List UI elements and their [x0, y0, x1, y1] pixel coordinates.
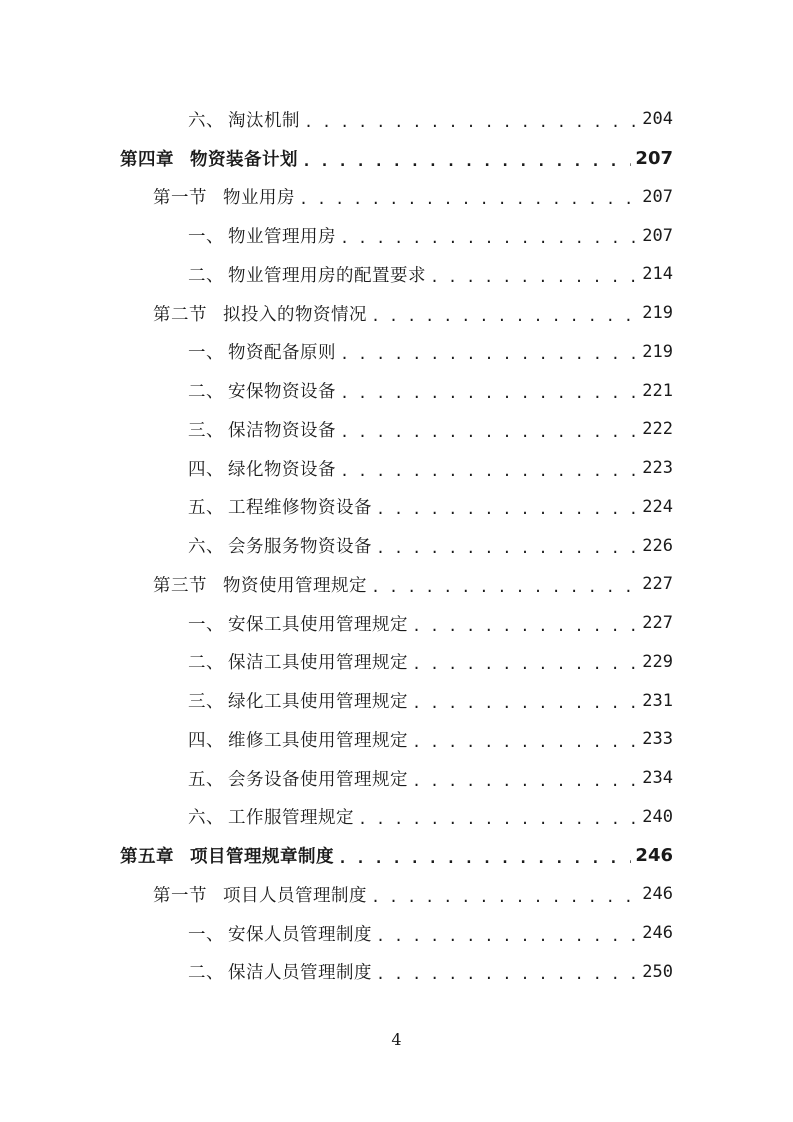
toc-dot-leader: [340, 347, 638, 362]
toc-dot-leader: [376, 929, 638, 944]
toc-item-entry[interactable]: [0, 333, 793, 372]
toc-entry-number: 五、: [188, 498, 224, 519]
toc-page-number: 207: [642, 186, 673, 207]
toc-item-entry[interactable]: [0, 681, 793, 720]
toc-dot-leader: [340, 464, 638, 479]
toc-entry-text: 物业管理用房的配置要求: [228, 265, 426, 286]
toc-entry-number: 第一节: [153, 885, 207, 906]
toc-item-entry[interactable]: [0, 371, 793, 410]
toc-chapter-entry[interactable]: [0, 836, 793, 875]
toc-item-entry[interactable]: [0, 798, 793, 837]
toc-entry-text: 安保人员管理制度: [228, 924, 372, 945]
toc-page-number: 207: [642, 225, 673, 246]
toc-entry-text: 物业用房: [223, 188, 295, 209]
toc-dot-leader: [412, 735, 638, 750]
toc-page-number: 234: [642, 768, 673, 789]
toc-dot-leader: [340, 386, 638, 401]
toc-page-number: 226: [642, 535, 673, 556]
toc-entry-title: [188, 456, 336, 481]
toc-dot-leader: [376, 541, 638, 556]
toc-entry-text: 物资使用管理规定: [223, 575, 367, 596]
toc-entry-text: 会务设备使用管理规定: [228, 769, 408, 790]
toc-entry-title: [153, 882, 367, 907]
toc-entry-number: 第四章: [120, 149, 174, 170]
toc-page-number: 227: [642, 574, 673, 595]
toc-page-number: 246: [635, 845, 673, 867]
toc-dot-leader: [358, 812, 638, 827]
toc-item-entry[interactable]: [0, 449, 793, 488]
toc-entry-number: 一、: [188, 343, 224, 364]
toc-entry-text: 安保工具使用管理规定: [228, 614, 408, 635]
toc-entry-text: 物资装备计划: [190, 149, 298, 170]
toc-entry-title: [188, 494, 372, 519]
toc-page-number: 214: [642, 264, 673, 285]
toc-entry-title: [188, 766, 408, 791]
toc-chapter-entry[interactable]: [0, 139, 793, 178]
toc-entry-title: [153, 301, 367, 326]
toc-page-number: 233: [642, 729, 673, 750]
toc-entry-title: [188, 611, 408, 636]
toc-item-entry[interactable]: [0, 953, 793, 992]
toc-entry-number: 三、: [188, 692, 224, 713]
toc-dot-leader: [412, 774, 638, 789]
toc-entry-title: [188, 921, 372, 946]
toc-entry-text: 工作服管理规定: [228, 808, 354, 829]
toc-dot-leader: [371, 890, 638, 905]
toc-item-entry[interactable]: [0, 914, 793, 953]
toc-entry-text: 保洁物资设备: [228, 420, 336, 441]
toc-entry-title: [188, 417, 336, 442]
toc-entry-title: [188, 804, 354, 829]
toc-page-number: 250: [642, 961, 673, 982]
toc-entry-text: 绿化工具使用管理规定: [228, 692, 408, 713]
toc-entry-number: 三、: [188, 420, 224, 441]
toc-entry-number: 二、: [188, 653, 224, 674]
toc-entry-text: 淘汰机制: [228, 110, 300, 131]
toc-entry-title: [153, 572, 367, 597]
toc-entry-number: 二、: [188, 963, 224, 984]
toc-dot-leader: [376, 502, 638, 517]
toc-entry-title: [188, 688, 408, 713]
toc-page-number: 231: [642, 690, 673, 711]
toc-entry-text: 工程维修物资设备: [228, 498, 372, 519]
toc-dot-leader: [412, 619, 638, 634]
table-of-contents: [0, 100, 793, 991]
toc-dot-leader: [376, 967, 638, 982]
toc-dot-leader: [371, 580, 638, 595]
toc-entry-text: 保洁工具使用管理规定: [228, 653, 408, 674]
toc-item-entry[interactable]: [0, 488, 793, 527]
toc-entry-title: [188, 378, 336, 403]
toc-entry-number: 二、: [188, 382, 224, 403]
toc-entry-title: [153, 184, 295, 209]
toc-page-number: 224: [642, 496, 673, 517]
toc-entry-number: 第二节: [153, 304, 207, 325]
toc-entry-title: [120, 146, 298, 171]
toc-entry-title: [188, 107, 300, 132]
toc-entry-number: 一、: [188, 227, 224, 248]
toc-entry-number: 四、: [188, 730, 224, 751]
toc-dot-leader: [430, 270, 638, 285]
toc-entry-title: [188, 339, 336, 364]
toc-item-entry[interactable]: [0, 100, 793, 139]
toc-entry-title: [188, 959, 372, 984]
toc-dot-leader: [412, 657, 638, 672]
toc-dot-leader: [304, 115, 638, 130]
toc-page-number: 223: [642, 458, 673, 479]
toc-section-entry[interactable]: [0, 875, 793, 914]
toc-entry-number: 二、: [188, 265, 224, 286]
toc-item-entry[interactable]: [0, 643, 793, 682]
toc-page-number: 246: [642, 923, 673, 944]
toc-item-entry[interactable]: [0, 255, 793, 294]
toc-page-number: 229: [642, 651, 673, 672]
toc-item-entry[interactable]: [0, 604, 793, 643]
toc-entry-number: 第三节: [153, 575, 207, 596]
toc-entry-title: [188, 649, 408, 674]
toc-item-entry[interactable]: [0, 410, 793, 449]
toc-page-number: 219: [642, 341, 673, 362]
toc-section-entry[interactable]: [0, 565, 793, 604]
toc-item-entry[interactable]: [0, 759, 793, 798]
toc-section-entry[interactable]: [0, 178, 793, 217]
toc-item-entry[interactable]: [0, 526, 793, 565]
toc-entry-text: 物资配备原则: [228, 343, 336, 364]
toc-dot-leader: [412, 696, 638, 711]
toc-dot-leader: [338, 851, 631, 866]
toc-entry-number: 六、: [188, 110, 224, 131]
toc-page-number: 227: [642, 613, 673, 634]
toc-entry-number: 一、: [188, 924, 224, 945]
toc-entry-number: 四、: [188, 459, 224, 480]
toc-entry-text: 会务服务物资设备: [228, 537, 372, 558]
toc-item-entry[interactable]: [0, 720, 793, 759]
toc-dot-leader: [302, 154, 631, 169]
toc-entry-text: 项目人员管理制度: [223, 885, 367, 906]
toc-entry-title: [120, 843, 334, 868]
toc-entry-title: [188, 223, 336, 248]
toc-entry-number: 一、: [188, 614, 224, 635]
toc-entry-number: 第五章: [120, 847, 174, 868]
toc-page-number: 222: [642, 419, 673, 440]
toc-page-number: 246: [642, 884, 673, 905]
toc-dot-leader: [340, 425, 638, 440]
toc-section-entry[interactable]: [0, 294, 793, 333]
toc-dot-leader: [299, 192, 638, 207]
toc-entry-text: 项目管理规章制度: [190, 847, 334, 868]
toc-entry-text: 保洁人员管理制度: [228, 963, 372, 984]
toc-page-number: 240: [642, 806, 673, 827]
toc-entry-title: [188, 262, 426, 287]
page-number: 4: [391, 1030, 402, 1049]
toc-entry-number: 五、: [188, 769, 224, 790]
toc-page-number: 207: [635, 147, 673, 169]
toc-entry-number: 第一节: [153, 188, 207, 209]
toc-dot-leader: [371, 309, 638, 324]
toc-item-entry[interactable]: [0, 216, 793, 255]
toc-entry-text: 绿化物资设备: [228, 459, 336, 480]
toc-entry-number: 六、: [188, 537, 224, 558]
toc-page-number: 219: [642, 303, 673, 324]
toc-entry-text: 物业管理用房: [228, 227, 336, 248]
toc-dot-leader: [340, 231, 638, 246]
toc-page-number: 221: [642, 380, 673, 401]
toc-entry-text: 维修工具使用管理规定: [228, 730, 408, 751]
toc-entry-title: [188, 727, 408, 752]
toc-page-number: 204: [642, 109, 673, 130]
toc-entry-text: 安保物资设备: [228, 382, 336, 403]
toc-entry-number: 六、: [188, 808, 224, 829]
toc-entry-title: [188, 533, 372, 558]
toc-entry-text: 拟投入的物资情况: [223, 304, 367, 325]
